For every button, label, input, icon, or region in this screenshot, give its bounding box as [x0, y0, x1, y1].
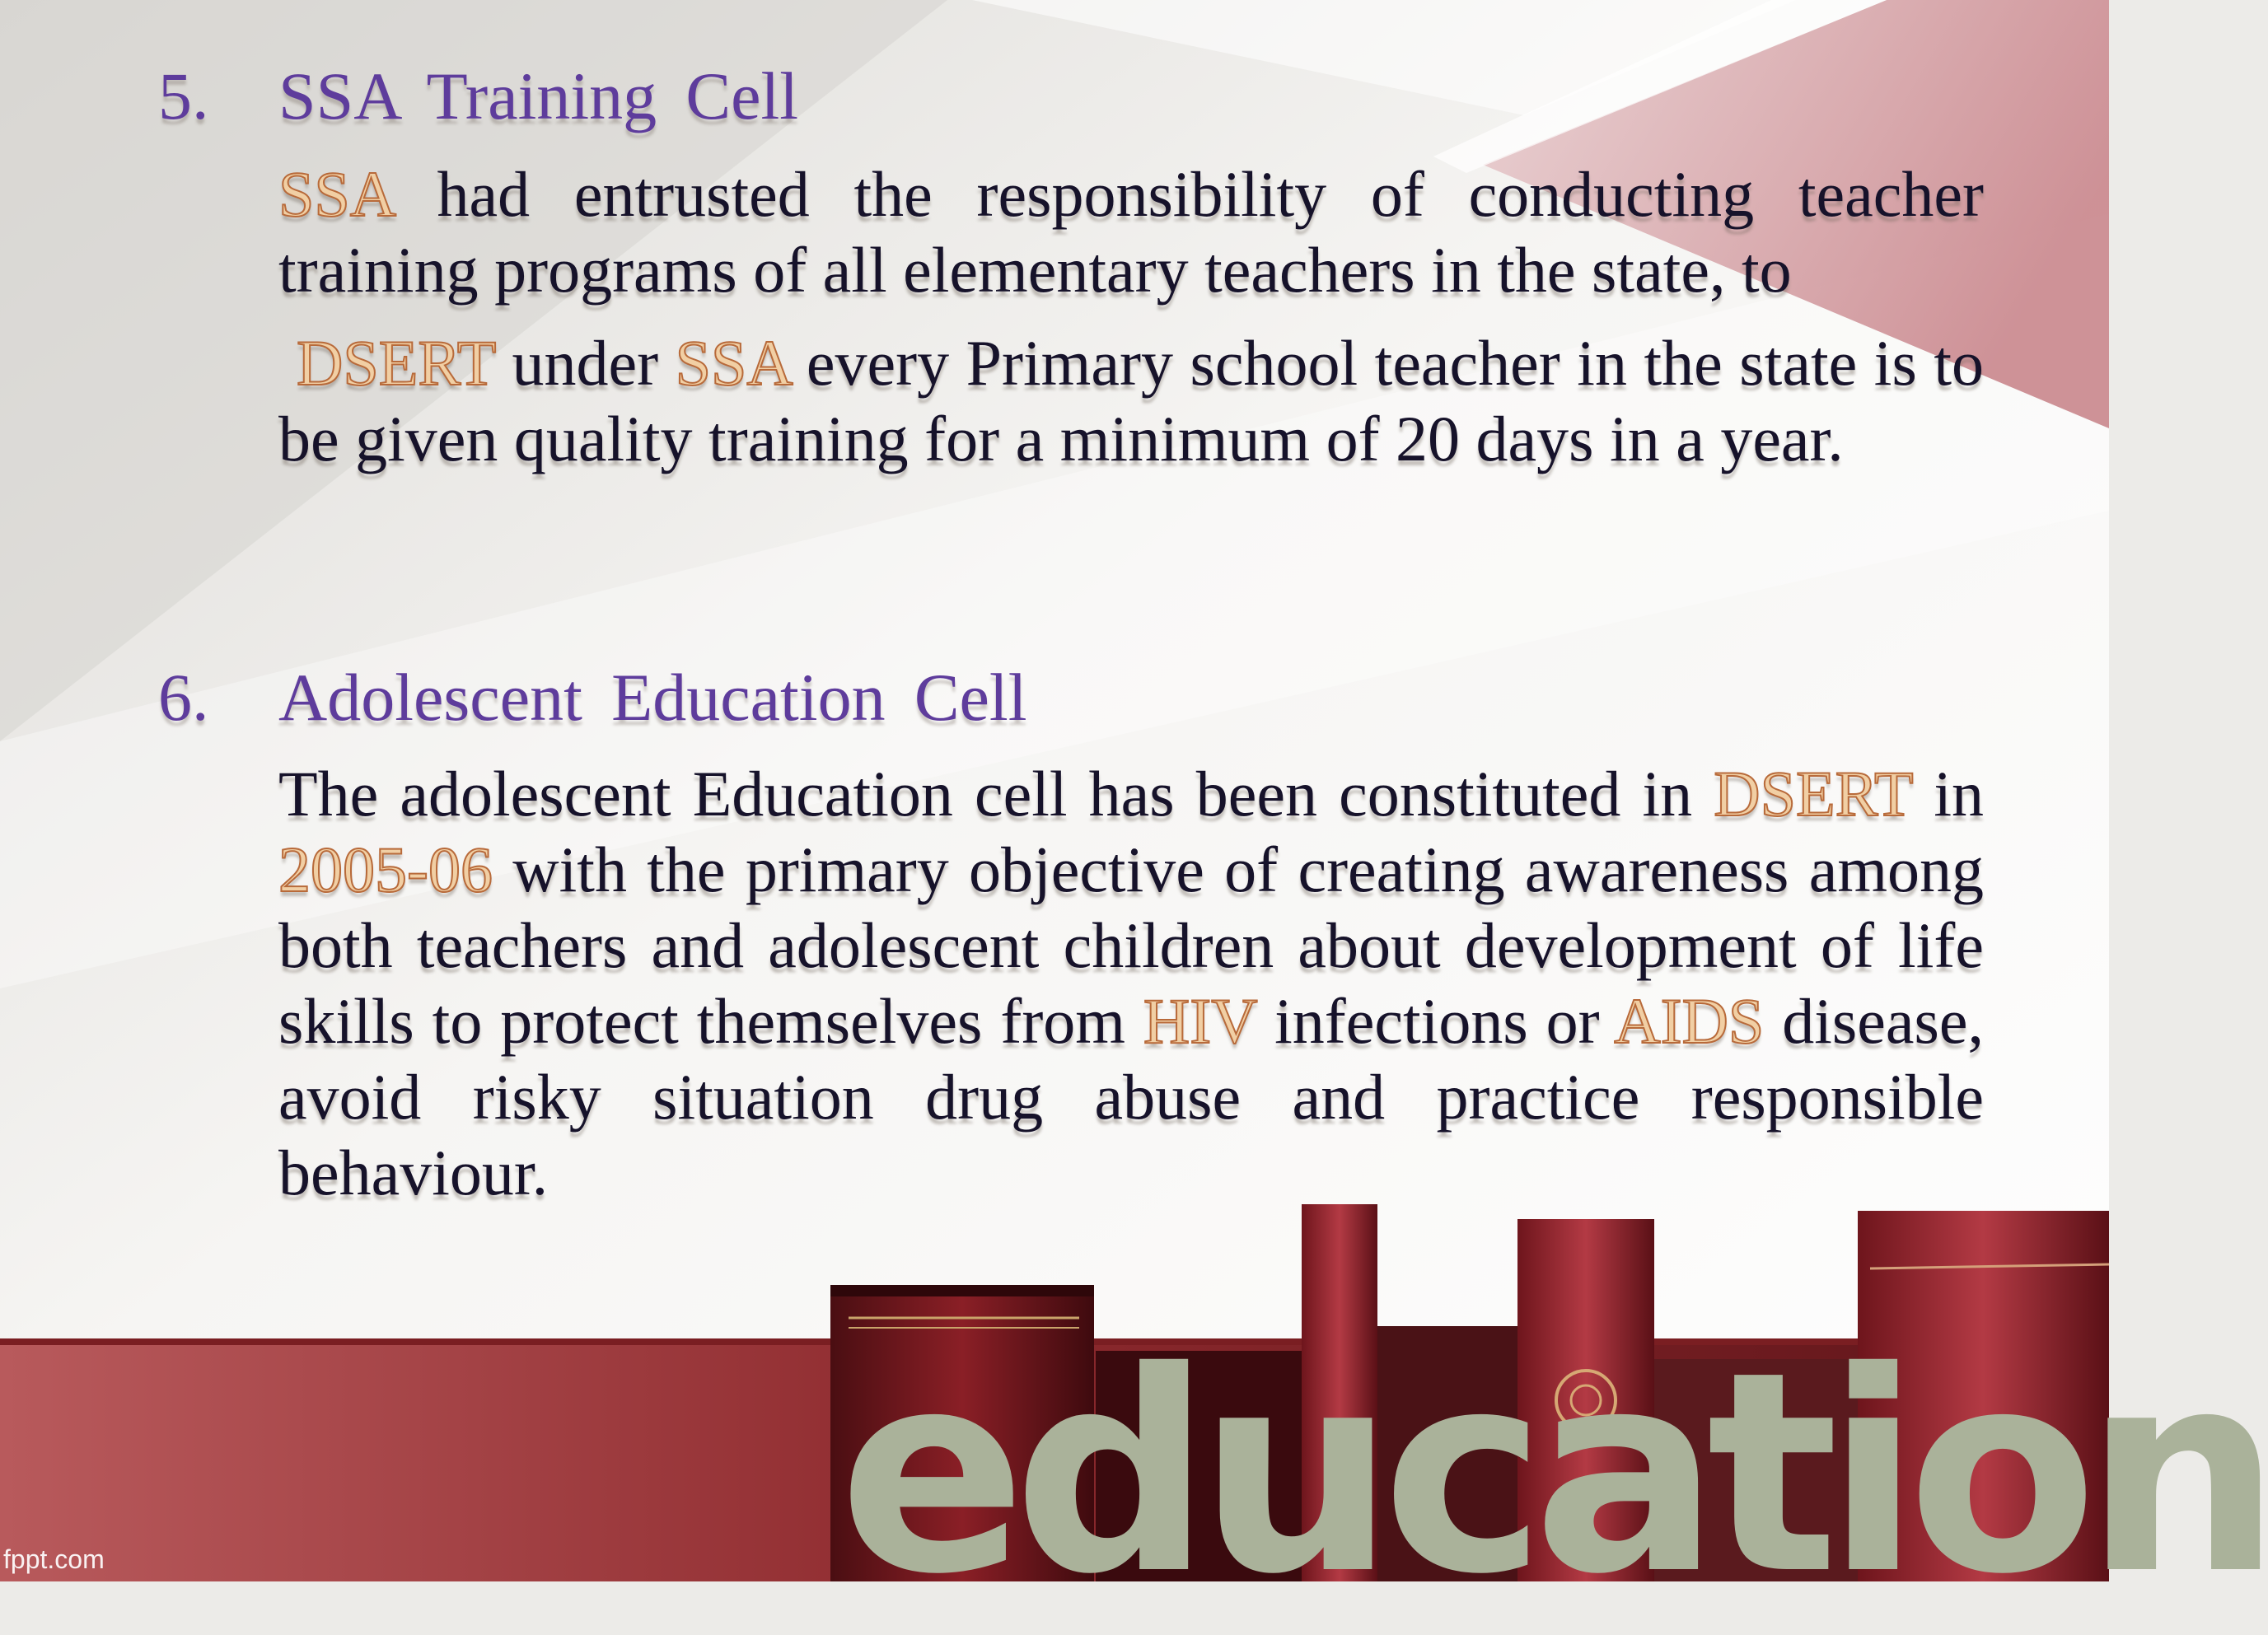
education-banner-word: education [839, 1313, 2268, 1635]
body-text: every Primary school teacher in the state is to be given quality training for a minimum of 20 days in a year. [278, 327, 1984, 474]
highlighted-term: SSA [675, 327, 790, 399]
body-text: under [494, 327, 676, 399]
section-6-heading: Adolescent Education Cell [278, 660, 1027, 735]
highlighted-term: AIDS [1614, 985, 1765, 1057]
section-5-heading: SSA Training Cell [278, 58, 799, 133]
highlighted-term: DSERT [297, 327, 495, 399]
section-6-number: 6. [158, 660, 209, 735]
body-text: infections or [1256, 985, 1615, 1057]
section-6-paragraph [278, 756, 1984, 1211]
body-text: The adolescent Education cell has been constituted in [278, 758, 1714, 829]
highlighted-term: 2005-06 [278, 834, 493, 905]
section-5-paragraph-2 [278, 325, 1984, 477]
body-text: with the primary objective of creating awareness among both teachers and adolescent children about development of life skills to protect themselves from [278, 834, 1984, 1057]
highlighted-term: HIV [1143, 985, 1257, 1057]
footer-brand: fppt.com [3, 1544, 105, 1574]
body-text: had entrusted the responsibility of conducting teacher training programs of all elementary teachers in the state, to [278, 158, 1984, 306]
highlighted-term: SSA [278, 158, 393, 230]
section-5-paragraph-1 [278, 156, 1984, 308]
section-5-number: 5. [158, 58, 209, 133]
body-text: disease, avoid risky situation drug abuse and practice responsible behaviour. [278, 985, 1984, 1208]
body-text: in [1912, 758, 1984, 829]
highlighted-term: DSERT [1714, 758, 1913, 829]
